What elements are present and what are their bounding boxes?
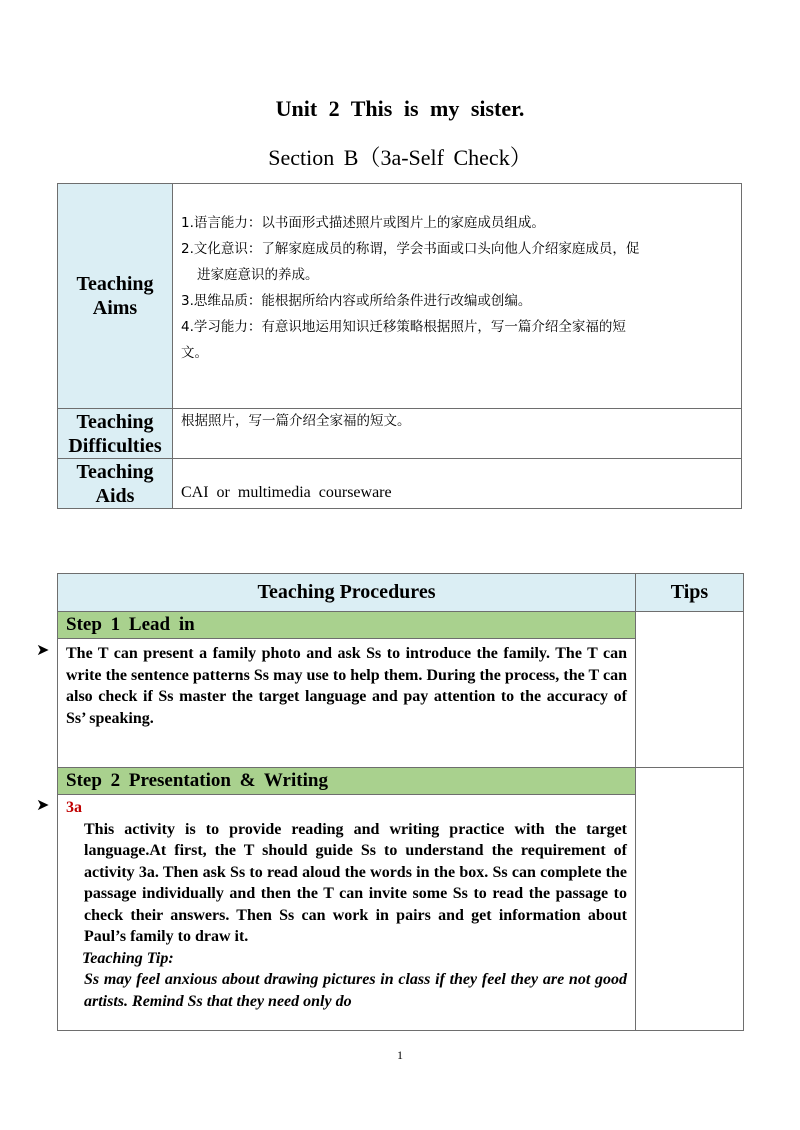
aids-content: CAI or multimedia courseware	[173, 459, 742, 509]
procedures-header: Teaching Procedures	[58, 574, 636, 612]
aim-item-2-cont: 进家庭意识的养成。	[197, 267, 319, 283]
aim-item-2: 2.文化意识：了解家庭成员的称谓，学会书面或口头向他人介绍家庭成员，促	[181, 241, 640, 257]
step2-title: Step 2 Presentation & Writing	[58, 768, 635, 795]
difficulties-label	[58, 409, 173, 459]
aim-item-4: 4.学习能力：有意识地运用知识迁移策略根据照片，写一篇介绍全家福的短	[181, 319, 626, 335]
aim-item-1: 1.语言能力：以书面形式描述照片或图片上的家庭成员组成。	[181, 215, 545, 231]
document-title: Unit 2 This is my sister.	[275, 96, 525, 121]
aids-label	[58, 459, 173, 509]
step2-body: This activity is to provide reading and writing practice with the target language.At first, the T should guide Ss to understand the requirement of activity 3a. Then ask Ss to read aloud the words in the box. Ss can complete the passage individually and then the T can invite some Ss to read the passage to check their answers. Then Ss can work in pairs and get information about Paul’s family to draw it.	[84, 820, 627, 945]
difficulties-label-text: Teaching Difficulties	[68, 410, 162, 457]
teaching-tip-body: Ss may feel anxious about drawing pictures in class if they feel they are not good artists. Remind Ss that they need only do	[84, 971, 627, 1010]
teaching-info-table	[57, 183, 742, 509]
step2-subheading: 3a	[66, 799, 82, 816]
aim-item-4-cont: 文。	[181, 345, 208, 361]
tips-header: Tips	[636, 574, 744, 612]
aims-label-text: Teaching Aims	[76, 273, 154, 319]
step2-tips-cell	[636, 768, 744, 1031]
page-number: 1	[397, 1048, 403, 1062]
teaching-tip-label: Teaching Tip:	[82, 949, 174, 967]
aim-item-3: 3.思维品质：能根据所给内容或所给条件进行改编或创编。	[181, 293, 532, 309]
procedures-header-row	[58, 574, 744, 612]
document-subtitle: Section B（3a-Self Check）	[268, 145, 532, 170]
step2-content	[58, 795, 635, 1012]
step1-tips-cell	[636, 612, 744, 768]
difficulties-row	[58, 409, 742, 459]
step2-cell	[58, 768, 636, 1031]
step1-cell	[58, 612, 636, 768]
step1-title: Step 1 Lead in	[58, 612, 635, 639]
aims-content	[173, 184, 742, 409]
bullet-arrow-icon: ➤	[36, 797, 50, 814]
bullet-arrow-icon: ➤	[36, 642, 50, 659]
step1-row	[58, 612, 744, 768]
aims-label	[58, 184, 173, 409]
procedures-table	[57, 573, 744, 1031]
difficulties-content: 根据照片，写一篇介绍全家福的短文。	[173, 409, 742, 459]
step1-body: The T can present a family photo and ask Ss to introduce the family. The T can write the sentence patterns Ss may use to help them. During the process, the T can also check if Ss master the target language and pay attention to the accuracy of Ss’ speaking.	[66, 645, 627, 727]
step2-row	[58, 768, 744, 1031]
aims-row	[58, 184, 742, 409]
aids-row	[58, 459, 742, 509]
aids-label-text: Teaching Aids	[76, 460, 154, 507]
